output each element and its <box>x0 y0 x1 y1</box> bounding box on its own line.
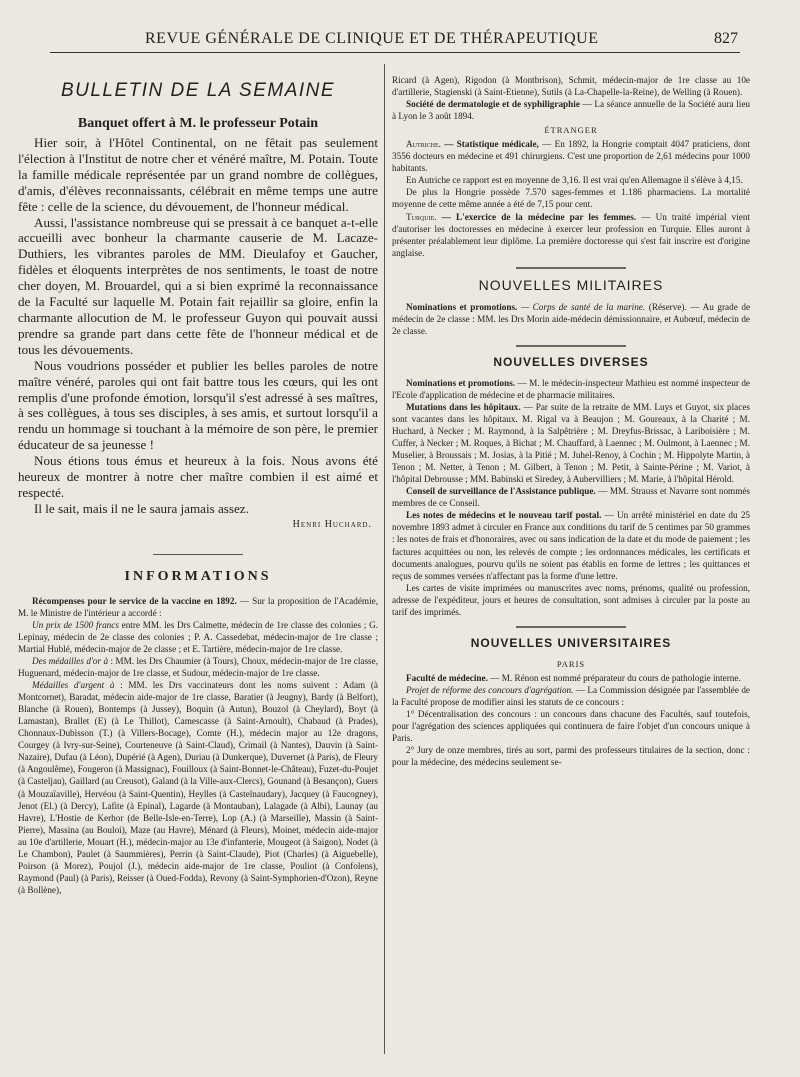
turquie-paragraph <box>392 211 750 259</box>
nominations-text: (Réserve). — Au grade de médecin de 2e classe : MM. les Drs Morin aide-médecin démissionnaire, et Aubœuf, médecin de 2e classe. <box>392 301 750 336</box>
notes-lead: Les notes de médecins et le nouveau tarif postal. <box>406 510 602 521</box>
point-1: 1° Décentralisation des concours : un concours dans chacune des Facultés, sauf toutefois, pour l'agrégation des sciences appliquées qui continuera de faire l'objet d'un concours unique à Paris. <box>392 708 750 744</box>
notes-text: — Un arrêté ministériel en date du 25 novembre 1893 admet à circuler en France aux conditions du tarif de 5 centimes par 50 grammes : les notes de frais et d'honoraires, avec ou sans indication de la date et du mode de paiement ; les factures acquittées ou non, les relevés de compte ; les ordonnances médicales, les certificats et documents analogues, pourvu qu'ils ne soient pas établis en forme de lettres ; les quittances et reçus de sommes versées n'affectant pas la forme d'une lettre. <box>392 510 750 581</box>
autriche-text: — En 1892, la Hongrie comptait 4047 praticiens, dont 3556 docteurs en médecine et 491 chirurgiens. C'est une proportion de 2,61 médecins pour 1000 habitants. <box>392 139 750 174</box>
autriche-lead: — Statistique médicale, <box>444 139 539 150</box>
turquie-label: Turquie. <box>406 211 437 222</box>
banquet-article <box>18 135 378 517</box>
paragraph: Hier soir, à l'Hôtel Continental, on ne fêtait pas seulement l'élection à l'Institut de notre cher et vénéré maître, M. Potain. Toute la famille médicale représentée par un grand nombre de collègues, d'amis, d'élèves reconnaissants, célébrait en même temps une autre fête : celle de la science, du dévouement, de l'honneur médical. <box>18 135 378 214</box>
universitaires-title: NOUVELLES UNIVERSITAIRES <box>470 635 672 650</box>
turquie-lead: — L'exercice de la médecine par les femmes. <box>441 211 637 222</box>
mutations-paragraph <box>392 401 750 485</box>
nominations-2-text: — M. le médecin-inspecteur Mathieu est nommé inspecteur de l'Ecole d'application de médecine et de pharmacie militaires. <box>392 377 750 400</box>
notes-paragraph-2: Les cartes de visite imprimées ou manuscrites avec noms, prénoms, qualité ou profession, adresse de l'expéditeur, jours et heures de consultation, sont admises à circuler par la poste au tarif des imprimés. <box>392 582 750 617</box>
paragraph: Il le sait, mais il ne le saura jamais assez. <box>34 500 249 516</box>
faculte-paragraph <box>392 672 750 684</box>
notes-paragraph <box>392 509 750 581</box>
signature: Henri Huchard. <box>292 518 372 530</box>
or-text: : MM. les Drs Chaumier (à Tours), Choux, médecin-major de 1re classe, Huguenard, médecin-major de 1re classe, et Sudour, médecin-major de 1re classe. <box>18 655 378 679</box>
point-2: 2° Jury de onze membres, tirés au sort, parmi des professeurs titulaires de la section, donc : pour la médecine, des médecins seulement se- <box>392 745 750 768</box>
dermato-lead: Société de dermatologie et de syphiligraphie <box>406 99 580 110</box>
diverses-title: NOUVELLES DIVERSES <box>493 354 649 369</box>
nominations-2-lead: Nominations et promotions. <box>406 377 516 388</box>
journal-title: REVUE GÉNÉRALE DE CLINIQUE ET DE THÉRAPEUTIQUE <box>145 30 599 47</box>
conseil-lead: Conseil de surveillance de l'Assistance publique. <box>406 486 596 497</box>
recompenses-intro: Sur la proposition de l'Académie, M. le Ministre de l'intérieur a accordé : <box>18 595 378 618</box>
argent-text: : MM. les Drs vaccinateurs dont les noms suivent : Adam (à Montcornet), Baradat, médecin aide-major de 1re classe, Baratier (à Jeugny), Bardy (à Belfort), Blanche (à Rouen), Bontemps (à Jussey), Boquin (à Autun), Bouzol (à Cheylard), Boyt (à Lamastan), Brallet (E) (à Le Thillot), Camescasse (à Saint-Arnoult), Chabaud (à Prades), Chonnaux-Dubisson (T.) (à Villers-Bocage), Comte (H.), médecin major au 12e dragons, Courgey (à Ivry-sur-Seine), Courteneuve (à Saint-Claud), Crimail (à Nantes), Dauvin (à Saint-Nazaire), Dufau (à Léon), Dupérié (à Agen), Duriau (à Dunkerque), Duvernet (à Paris), de Fleury (à Angoulême), Fougeron (à Massignac), Fouilloux (à Saint-Bonnet-le-Château), Fuzet-du-Poujet (à Casteljau), Gaillard (au Creusot), Galand (à la Ville-aux-Clercs), Gounand (à Besançon), Guers (à Mouzaïaville), Hervéou (à Saint-Quentin), Heylles (à Castelnaudary), Jacquey (à Faucogney), Jenot (El.) (à Dercy), Lafite (à Epinal), Lagarde (à Montauban), Lalagade (à Albi), Launay (au Havre), L'Hostie de Kerhor (de Belle-Isle-en-Terre), Lop (A.) (à Marseille), Massin (à Saint-Pierre), Massina (au Bouloi), Maze (au Havre), Ménard (à Fleurs), Moinet, médecin aide-major au 10e d'artillerie, Mouart (H.), médecin-major au 13e d'infanterie, Mougeot (à Saigon), Nodet (à Le Chambon), Paulet (à Saummières), Perrin (à Saint-Claude), Piot (Charles) (à Aiguebelle), Poirson (à Morez), Poujol (J.), médecin aide-major de 1re classe, Pouliot (à Confolens), Raymond (Paul) (à Paris), Reisser (à Oued-Fodda), Revony (à Saint-Symphorien-d'Ozon), Reyne (à Bollène), <box>18 680 378 895</box>
left-column <box>18 74 378 1054</box>
running-head <box>50 30 740 53</box>
paris-label: PARIS <box>556 658 586 669</box>
informations-title: INFORMATIONS <box>124 568 272 584</box>
turquie-text: — Un traité impérial vient d'autoriser les doctoresses en médecine à exercer leur profession en Turquie. Elles auront à présenter préalablement leur diplôme. La première doctoresse qui s'est fait inscrire est d'origine anglaise. <box>392 211 750 258</box>
page-number: 827 <box>714 30 738 47</box>
autriche-paragraph-2: En Autriche ce rapport est en moyenne de 3,16. Il est vrai qu'en Allemagne il s'élève à 4,15. <box>406 175 743 186</box>
divider <box>153 554 243 555</box>
faculte-lead: Faculté de médecine. <box>406 672 488 683</box>
autriche-paragraph <box>392 138 750 174</box>
banquet-heading: Banquet offert à M. le professeur Potain <box>77 116 319 131</box>
prix-text: entre MM. les Drs Calmette, médecin de 1re classe des colonies ; G. Lepinay, médecin de 2e classe des colonies ; P. A. Cassedebat, médecin-major de 1re classe ; Martial Hublé, médecin-major de 2e classe ; et E. Tartière, médecin-major de 1re classe. <box>18 619 378 654</box>
autriche-label: Autriche. <box>406 139 441 150</box>
mutations-text: — Par suite de la retraite de MM. Luys et Guyot, six places sont vacantes dans les hôpitaux. M. Rigal va à Beaujon ; M. Goureaux, à la Charité ; M. Huchard, à Necker ; M. Raymond, à la Salpêtrière ; M. Dreyfus-Brissac, à Lariboisière ; M. Cuffer, à Necker ; M. Roques, à Bichat ; M. Chauffard, à Laennec ; M. Oulmont, à Laennec ; M. Muselier, à Broussais ; M. Josias, à la Pitié ; M. Juhel-Renoy, à Cochin ; M. Hippolyte Martin, à Tenon ; M. Netter, à Tenon ; M. Gilbert, à Tenon ; M. Petit, à Sainte-Périne ; M. Variot, à l'hôpital Debrousse ; MM. Babinski et Siredey, à Aubervilliers ; M. Marie, à l'hôpital Hérold. <box>392 401 750 485</box>
conseil-paragraph <box>392 485 750 509</box>
faculte-text: — M. Rénon est nommé préparateur du cours de pathologie interne. <box>490 672 741 683</box>
nominations-paragraph <box>392 301 750 337</box>
paragraph: Nous voudrions posséder et publier les belles paroles de notre maître vénéré, paroles qui ont fait battre tous les cœurs, qui les ont remplis d'une profonde émotion, lorsqu'il s'est adressé à ses maîtres, à ses collègues, à tous ses disciples, à ses amis, et surtout lorsqu'il a rendu un hommage si touchant à la mémoire de son père, le premier éducateur de sa jeunesse ! <box>18 357 378 453</box>
informations-body <box>18 595 378 896</box>
nominations-lead: Nominations et promotions. <box>406 301 518 312</box>
paragraph: Nous étions tous émus et heureux à la fois. Nous avons été heureux de montrer à notre cher maître combien il est aimé et respecté. <box>18 453 378 500</box>
conseil-text: — MM. Strauss et Navarre sont nommés membres de ce Conseil. <box>392 486 750 509</box>
projet-lead: Projet de réforme des concours d'agrégation. <box>406 684 574 695</box>
argent-paragraph <box>18 679 378 896</box>
etranger-label: ÉTRANGER <box>544 125 598 136</box>
nominations-2-paragraph <box>392 377 750 401</box>
nominations-italic: — Corps de santé de la marine. <box>520 301 646 312</box>
column-rule <box>384 64 385 1054</box>
projet-paragraph <box>392 684 750 708</box>
or-lead: Des médailles d'or à <box>32 655 109 666</box>
paragraph: Aussi, l'assistance nombreuse qui se pressait à ce banquet a-t-elle accueilli avec bonheur la charmante causerie de M. Lacaze-Duthiers, les vibrantes paroles de MM. Dieulafoy et Gaucher, fidèles et éloquents interprètes de nos sentiments, le toast de notre cher doyen, M. Brouardel, qui a si bien exprimé la reconnaissance de la Faculté sur laquelle M. Potain fait rejaillir sa gloire, enfin la charmante allocution de M. le professeur Guyon qui pouvait aussi prendre sa grande part dans cette fête de l'honneur médical et de tous les dévouements. <box>18 214 378 357</box>
prix-lead: Un prix de 1500 francs <box>32 619 119 630</box>
recompenses-paragraph: Récompenses pour le service de la vaccine en 1892. — Sur la proposition de l'Académie, M. le Ministre de l'intérieur a accordé : <box>18 595 378 618</box>
mutations-lead: Mutations dans les hôpitaux. <box>406 401 521 412</box>
divider <box>516 626 626 628</box>
projet-text: — La Commission désignée par l'assemblée de la Faculté propose de modifier ainsi les statuts de ce concours : <box>392 684 750 707</box>
continuation-paragraph: Ricard (à Agen), Rigodon (à Montbrison), Schmit, médecin-major de 1re classe au 10e d'artillerie, Stagienski (à Saint-Etienne), Sutils (à La-Chapelle-la-Reine), de Welling (à Rouen). <box>392 75 750 98</box>
autriche-paragraph-3: De plus la Hongrie possède 7.570 sages-femmes et 1.186 pharmaciens. La mortalité moyenne de cette même année a été de 7,15 pour cent. <box>392 187 750 210</box>
argent-lead: Médailles d'argent à <box>32 680 115 691</box>
divider <box>516 345 626 347</box>
or-paragraph <box>18 655 378 679</box>
dermato-text: — La séance annuelle de la Société aura lieu à Lyon le 3 août 1894. <box>392 99 750 122</box>
prix-paragraph <box>18 619 378 655</box>
bulletin-title: BULLETIN DE LA SEMAINE <box>60 80 336 101</box>
dermato-paragraph <box>392 98 750 122</box>
militaires-title: NOUVELLES MILITAIRES <box>478 276 664 293</box>
right-column <box>392 74 750 1054</box>
recompenses-heading: Récompenses pour le service de la vaccine en 1892. <box>32 595 237 606</box>
divider <box>516 267 626 269</box>
